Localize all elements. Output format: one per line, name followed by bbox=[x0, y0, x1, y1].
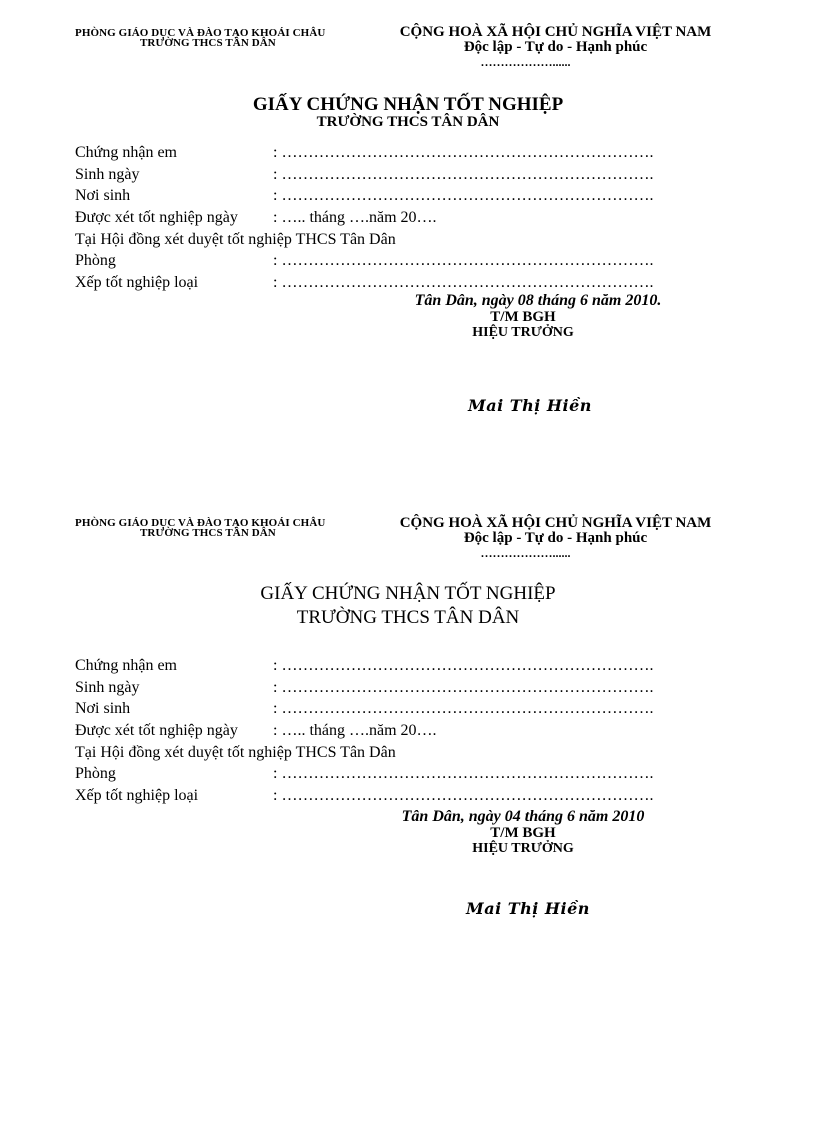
field-label: Xếp tốt nghiệp loại bbox=[75, 274, 199, 292]
field-row bbox=[75, 250, 725, 272]
field-label: Tại Hội đồng xét duyệt tốt nghiệp THCS Tân Dân bbox=[75, 230, 396, 248]
national-header bbox=[383, 516, 728, 560]
field-value: : ……………………………………………………………. bbox=[273, 678, 654, 696]
department-name: PHÒNG GIÁO DỤC VÀ ĐÀO TẠO KHOÁI CHÂU bbox=[75, 517, 326, 529]
field-value: : ……………………………………………………………. bbox=[273, 144, 654, 161]
department-header bbox=[75, 28, 325, 48]
field-label: Được xét tốt nghiệp ngày bbox=[75, 209, 238, 227]
field-row bbox=[75, 185, 725, 207]
title-school: TRƯỜNG THCS TÂN DÂN bbox=[296, 607, 520, 628]
title-school: TRƯỜNG THCS TÂN DÂN bbox=[316, 114, 500, 130]
certificate-fields bbox=[75, 655, 725, 807]
motto-divider: ………………...... bbox=[480, 546, 571, 560]
field-value: : ….. tháng ….năm 20…. bbox=[273, 209, 437, 227]
signer-role: T/M BGH bbox=[490, 309, 556, 325]
department-name: PHÒNG GIÁO DỤC VÀ ĐÀO TẠO KHOÁI CHÂU bbox=[75, 27, 326, 39]
national-motto: Độc lập - Tự do - Hạnh phúc bbox=[463, 530, 648, 546]
field-row bbox=[75, 655, 725, 677]
place-date: Tân Dân, ngày 04 tháng 6 năm 2010 bbox=[401, 808, 645, 825]
signer-position: HIỆU TRƯỞNG bbox=[472, 841, 574, 856]
field-label: Phòng bbox=[75, 765, 116, 783]
signature-block bbox=[0, 808, 816, 857]
place-date: Tân Dân, ngày 08 tháng 6 năm 2010. bbox=[414, 292, 662, 309]
certificate-fields bbox=[75, 142, 725, 294]
field-value: : ……………………………………………………………. bbox=[273, 187, 654, 205]
field-label: Sinh ngày bbox=[75, 678, 140, 696]
field-value: : ……………………………………………………………. bbox=[273, 165, 654, 183]
field-label: Nơi sinh bbox=[75, 187, 131, 205]
field-label: Chứng nhận em bbox=[75, 657, 177, 674]
certificate-title bbox=[0, 582, 816, 630]
field-value: : ……………………………………………………………. bbox=[273, 787, 654, 805]
field-label: Chứng nhận em bbox=[75, 144, 177, 161]
title-main: GIẤY CHỨNG NHẬN TỐT NGHIỆP bbox=[260, 583, 556, 604]
field-label: Sinh ngày bbox=[75, 165, 140, 183]
country-name: CỘNG HOÀ XÃ HỘI CHỦ NGHĨA VIỆT NAM bbox=[399, 24, 712, 40]
field-row bbox=[75, 785, 725, 807]
certificate-title bbox=[0, 95, 816, 129]
field-label: Phòng bbox=[75, 252, 116, 270]
signer-name: Mai Thị Hiền bbox=[468, 396, 592, 415]
field-row bbox=[75, 742, 725, 764]
field-row bbox=[75, 164, 725, 186]
department-header bbox=[75, 518, 325, 538]
field-row bbox=[75, 677, 725, 699]
title-main: GIẤY CHỨNG NHẬN TỐT NGHIỆP bbox=[252, 94, 564, 115]
national-header bbox=[383, 25, 728, 69]
field-row bbox=[75, 142, 725, 164]
field-row bbox=[75, 272, 725, 294]
field-value: : ……………………………………………………………. bbox=[273, 657, 654, 674]
field-row bbox=[75, 763, 725, 785]
motto-divider: ………………...... bbox=[480, 55, 571, 69]
field-value: : ….. tháng ….năm 20…. bbox=[273, 722, 437, 740]
field-row bbox=[75, 720, 725, 742]
signer-role: T/M BGH bbox=[490, 825, 556, 841]
field-value: : ……………………………………………………………. bbox=[273, 700, 654, 718]
field-label: Được xét tốt nghiệp ngày bbox=[75, 722, 238, 740]
signer-position: HIỆU TRƯỞNG bbox=[472, 325, 574, 340]
school-name: TRƯỜNG THCS TÂN DÂN bbox=[140, 37, 276, 49]
signature-block bbox=[0, 292, 816, 341]
field-label: Tại Hội đồng xét duyệt tốt nghiệp THCS Tân Dân bbox=[75, 743, 396, 761]
field-label: Nơi sinh bbox=[75, 700, 131, 718]
country-name: CỘNG HOÀ XÃ HỘI CHỦ NGHĨA VIỆT NAM bbox=[399, 515, 712, 531]
signer-name: Mai Thị Hiền bbox=[466, 899, 590, 918]
field-value: : ……………………………………………………………. bbox=[273, 252, 654, 270]
field-row bbox=[75, 207, 725, 229]
national-motto: Độc lập - Tự do - Hạnh phúc bbox=[463, 39, 648, 55]
field-label: Xếp tốt nghiệp loại bbox=[75, 787, 199, 805]
field-row bbox=[75, 698, 725, 720]
school-name: TRƯỜNG THCS TÂN DÂN bbox=[140, 527, 276, 539]
field-value: : ……………………………………………………………. bbox=[273, 765, 654, 783]
field-row bbox=[75, 229, 725, 251]
field-value: : ……………………………………………………………. bbox=[273, 274, 654, 292]
